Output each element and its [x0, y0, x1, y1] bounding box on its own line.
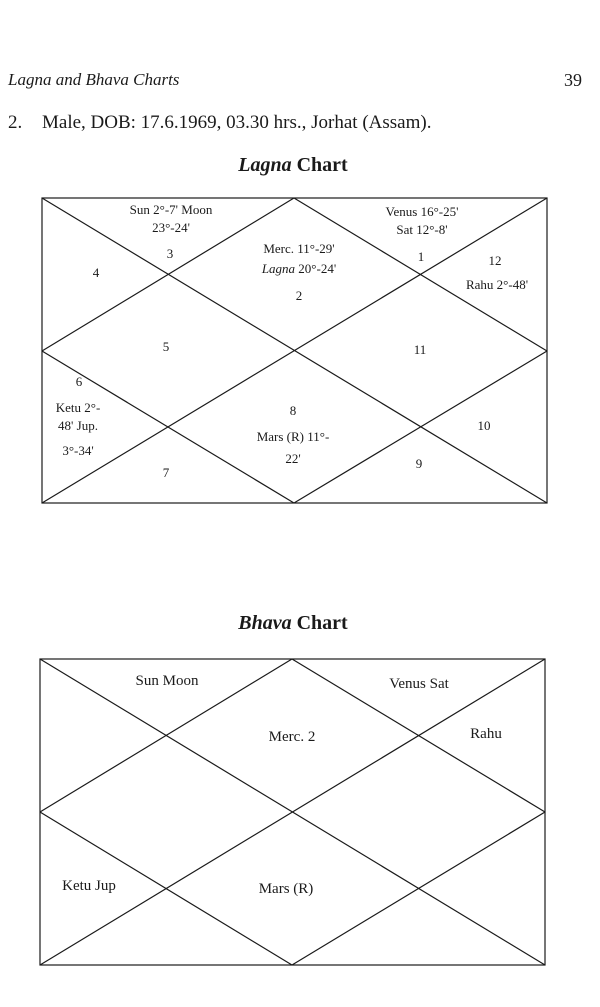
house-number-11: 11: [413, 342, 427, 357]
entry-description: Male, DOB: 17.6.1969, 03.30 hrs., Jorhat (Assam).: [42, 112, 432, 133]
entry-number: 2.: [8, 112, 23, 133]
sat-degrees: Sat 12°-8': [396, 222, 448, 237]
jup-degrees: 3°-34': [62, 443, 94, 458]
lagna-value: 20°-24': [295, 261, 337, 276]
house-number-9: 9: [415, 456, 423, 471]
rahu-degrees: Rahu 2°-48': [465, 277, 529, 292]
bhava-sun-moon: Sun Moon: [135, 673, 199, 689]
mars-degrees-cont: 22': [285, 451, 301, 466]
house-number-4: 4: [92, 265, 100, 280]
bhava-rahu: Rahu: [470, 726, 502, 742]
running-head-title: Lagna and Bhava Charts: [8, 70, 180, 89]
house-number-2: 2: [295, 288, 303, 303]
house-number-7: 7: [162, 465, 170, 480]
bhava-title-italic: Bhava: [238, 612, 292, 634]
mars-degrees: Mars (R) 11°-: [256, 429, 330, 444]
lagna-title-rest: Chart: [291, 154, 348, 176]
sun-moon-degrees: Sun 2°-7' Moon: [129, 202, 213, 217]
house-number-8: 8: [289, 403, 297, 418]
bhava-title-rest: Chart: [291, 612, 348, 634]
venus-degrees: Venus 16°-25': [385, 204, 459, 219]
ketu-jup-degrees: 48' Jup.: [58, 418, 98, 433]
lagna-title-italic: Lagna: [238, 154, 292, 176]
merc-degrees: Merc. 11°-29': [263, 241, 335, 256]
house-number-10: 10: [477, 418, 491, 433]
bhava-merc: Merc. 2: [268, 729, 316, 745]
bhava-venus-sat: Venus Sat: [389, 676, 449, 692]
house-number-12: 12: [488, 253, 502, 268]
lagna-label: Lagna: [261, 261, 296, 276]
house-number-3: 3: [166, 246, 174, 261]
house-number-5: 5: [162, 339, 170, 354]
house-number-6: 6: [75, 374, 83, 389]
house-number-1: 1: [417, 249, 425, 264]
bhava-ketu-jup: Ketu Jup: [62, 878, 116, 894]
bhava-mars: Mars (R): [258, 881, 314, 897]
ketu-degrees: Ketu 2°-: [55, 400, 101, 415]
moon-degrees: 23°-24': [152, 220, 190, 235]
page-number: 39: [564, 70, 582, 90]
